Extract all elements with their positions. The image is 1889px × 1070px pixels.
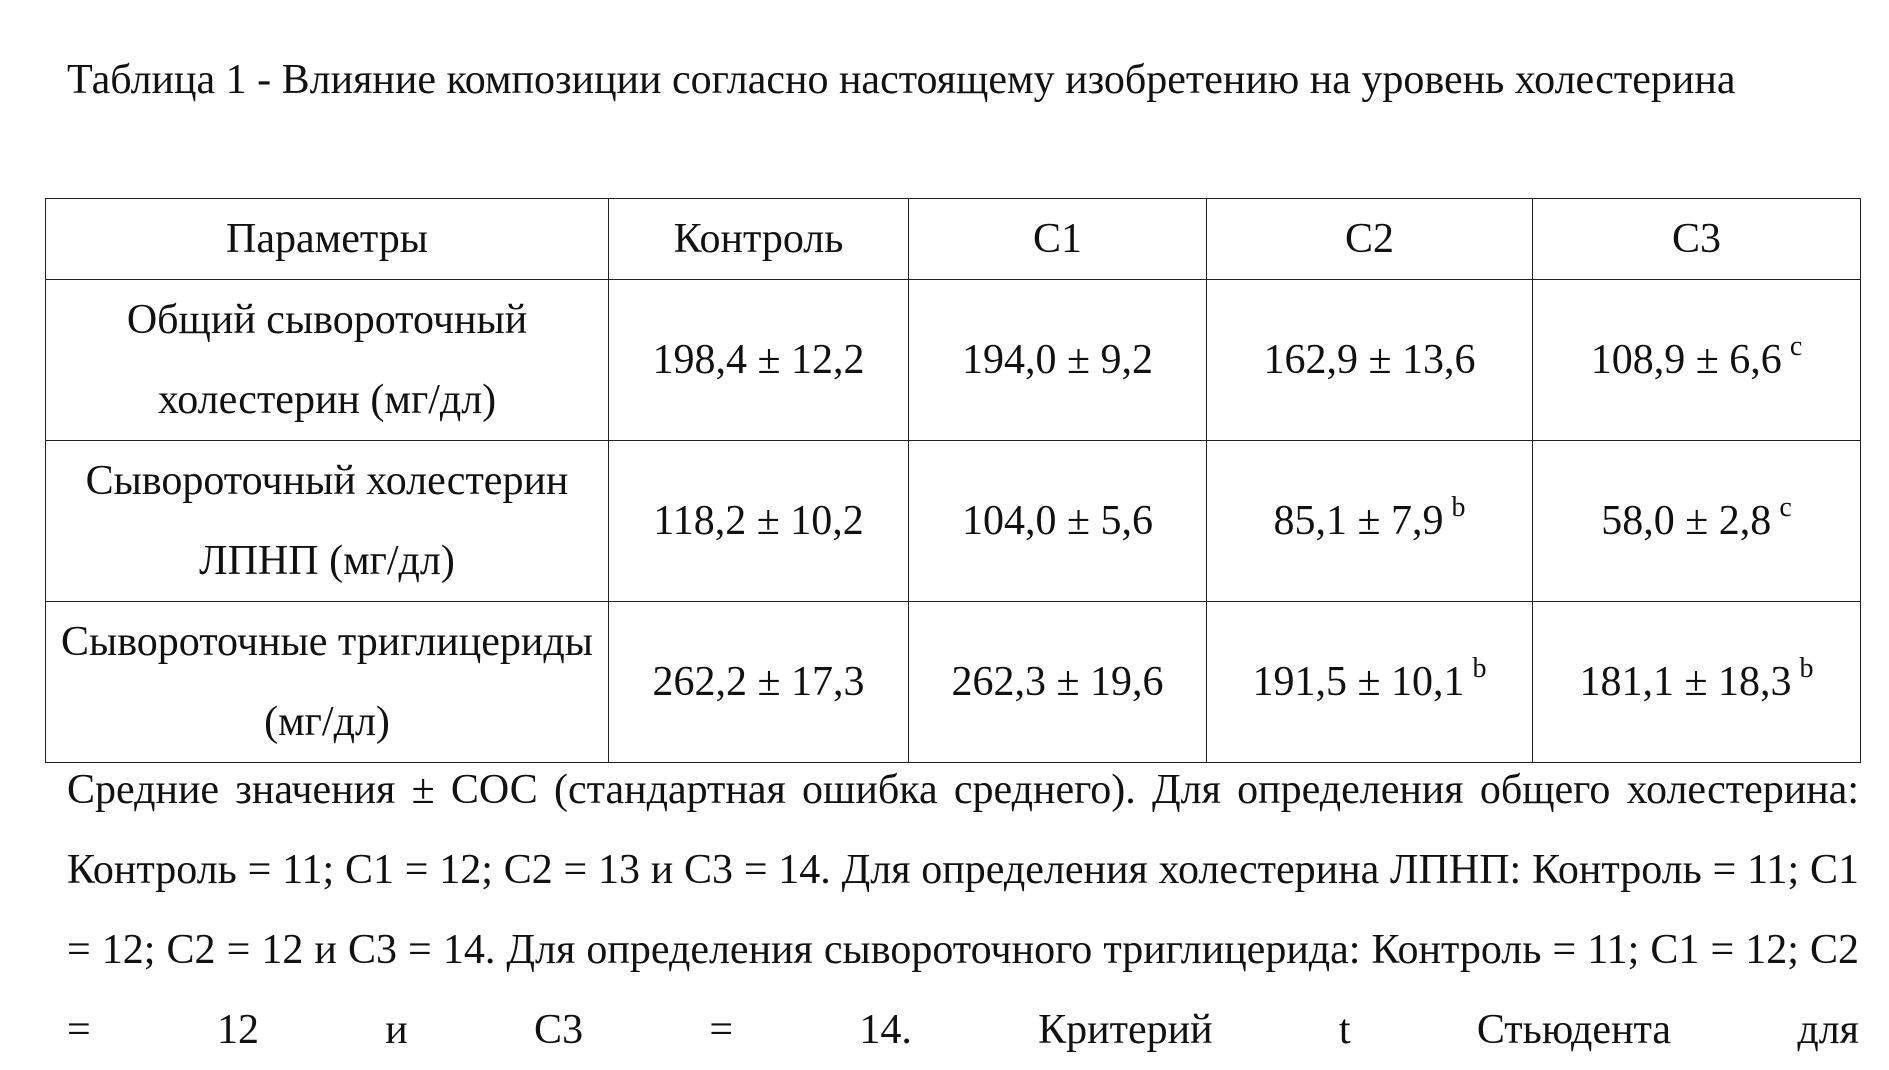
significance-mark: c [1789,331,1803,362]
value-cell [609,280,909,441]
header-c2: С2 [1207,199,1533,280]
cell-value: 191,5 ± 10,1 [1252,659,1465,705]
value-cell [909,441,1207,602]
row-parameter: Общий сывороточный холестерин (мг/дл) [46,280,609,441]
cell-value: 108,9 ± 6,6 [1590,337,1782,383]
value-cell [1207,602,1533,763]
cell-value: 198,4 ± 12,2 [652,337,865,383]
table-row [46,280,1861,441]
cell-value: 58,0 ± 2,8 [1601,498,1772,544]
significance-mark: b [1472,653,1487,684]
value-cell [1533,441,1861,602]
significance-mark: c [1779,492,1792,523]
cell-value: 118,2 ± 10,2 [653,498,864,544]
header-parameters: Параметры [46,199,609,280]
cell-value: 262,2 ± 17,3 [652,659,865,705]
value-cell [1533,602,1861,763]
cell-value: 262,3 ± 19,6 [951,659,1164,705]
cell-value: 85,1 ± 7,9 [1273,498,1444,544]
value-cell [1533,280,1861,441]
cell-value: 194,0 ± 9,2 [961,337,1154,383]
value-cell [909,602,1207,763]
significance-mark: b [1799,653,1814,684]
table-row [46,602,1861,763]
significance-mark: b [1451,492,1466,523]
value-cell [909,280,1207,441]
cell-value: 104,0 ± 5,6 [961,498,1154,544]
header-control: Контроль [609,199,909,280]
row-parameter: Сывороточные триглицериды (мг/дл) [46,602,609,763]
row-parameter: Сывороточный холестерин ЛПНП (мг/дл) [46,441,609,602]
value-cell [609,441,909,602]
cell-value: 181,1 ± 18,3 [1579,659,1792,705]
value-cell [1207,441,1533,602]
value-cell [1207,280,1533,441]
table-caption: Таблица 1 - Влияние композиции согласно настоящему изобретению на уровень холестерина [67,57,1736,103]
results-table [45,198,1861,763]
header-c1: С1 [909,199,1207,280]
header-c3: С3 [1533,199,1861,280]
cell-value: 162,9 ± 13,6 [1263,337,1476,383]
table-row [46,441,1861,602]
table-notes: Средние значения ± СОС (стандартная ошибка среднего). Для определения общего холестерина: Контроль = 11; С1 = 12; С2 = 13 и С3 = 14. Для определения холестерина ЛПНП: Контроль = 11; С1 = 12; С2 = 12 и С3 = 14. Для определения сывороточного триглицерида: Контроль = 11; С1 = 12; С2 = 12 и С3 = 14. Критерий t Стьюдента для [67,767,1859,1053]
value-cell [609,602,909,763]
table-header-row [46,199,1861,280]
